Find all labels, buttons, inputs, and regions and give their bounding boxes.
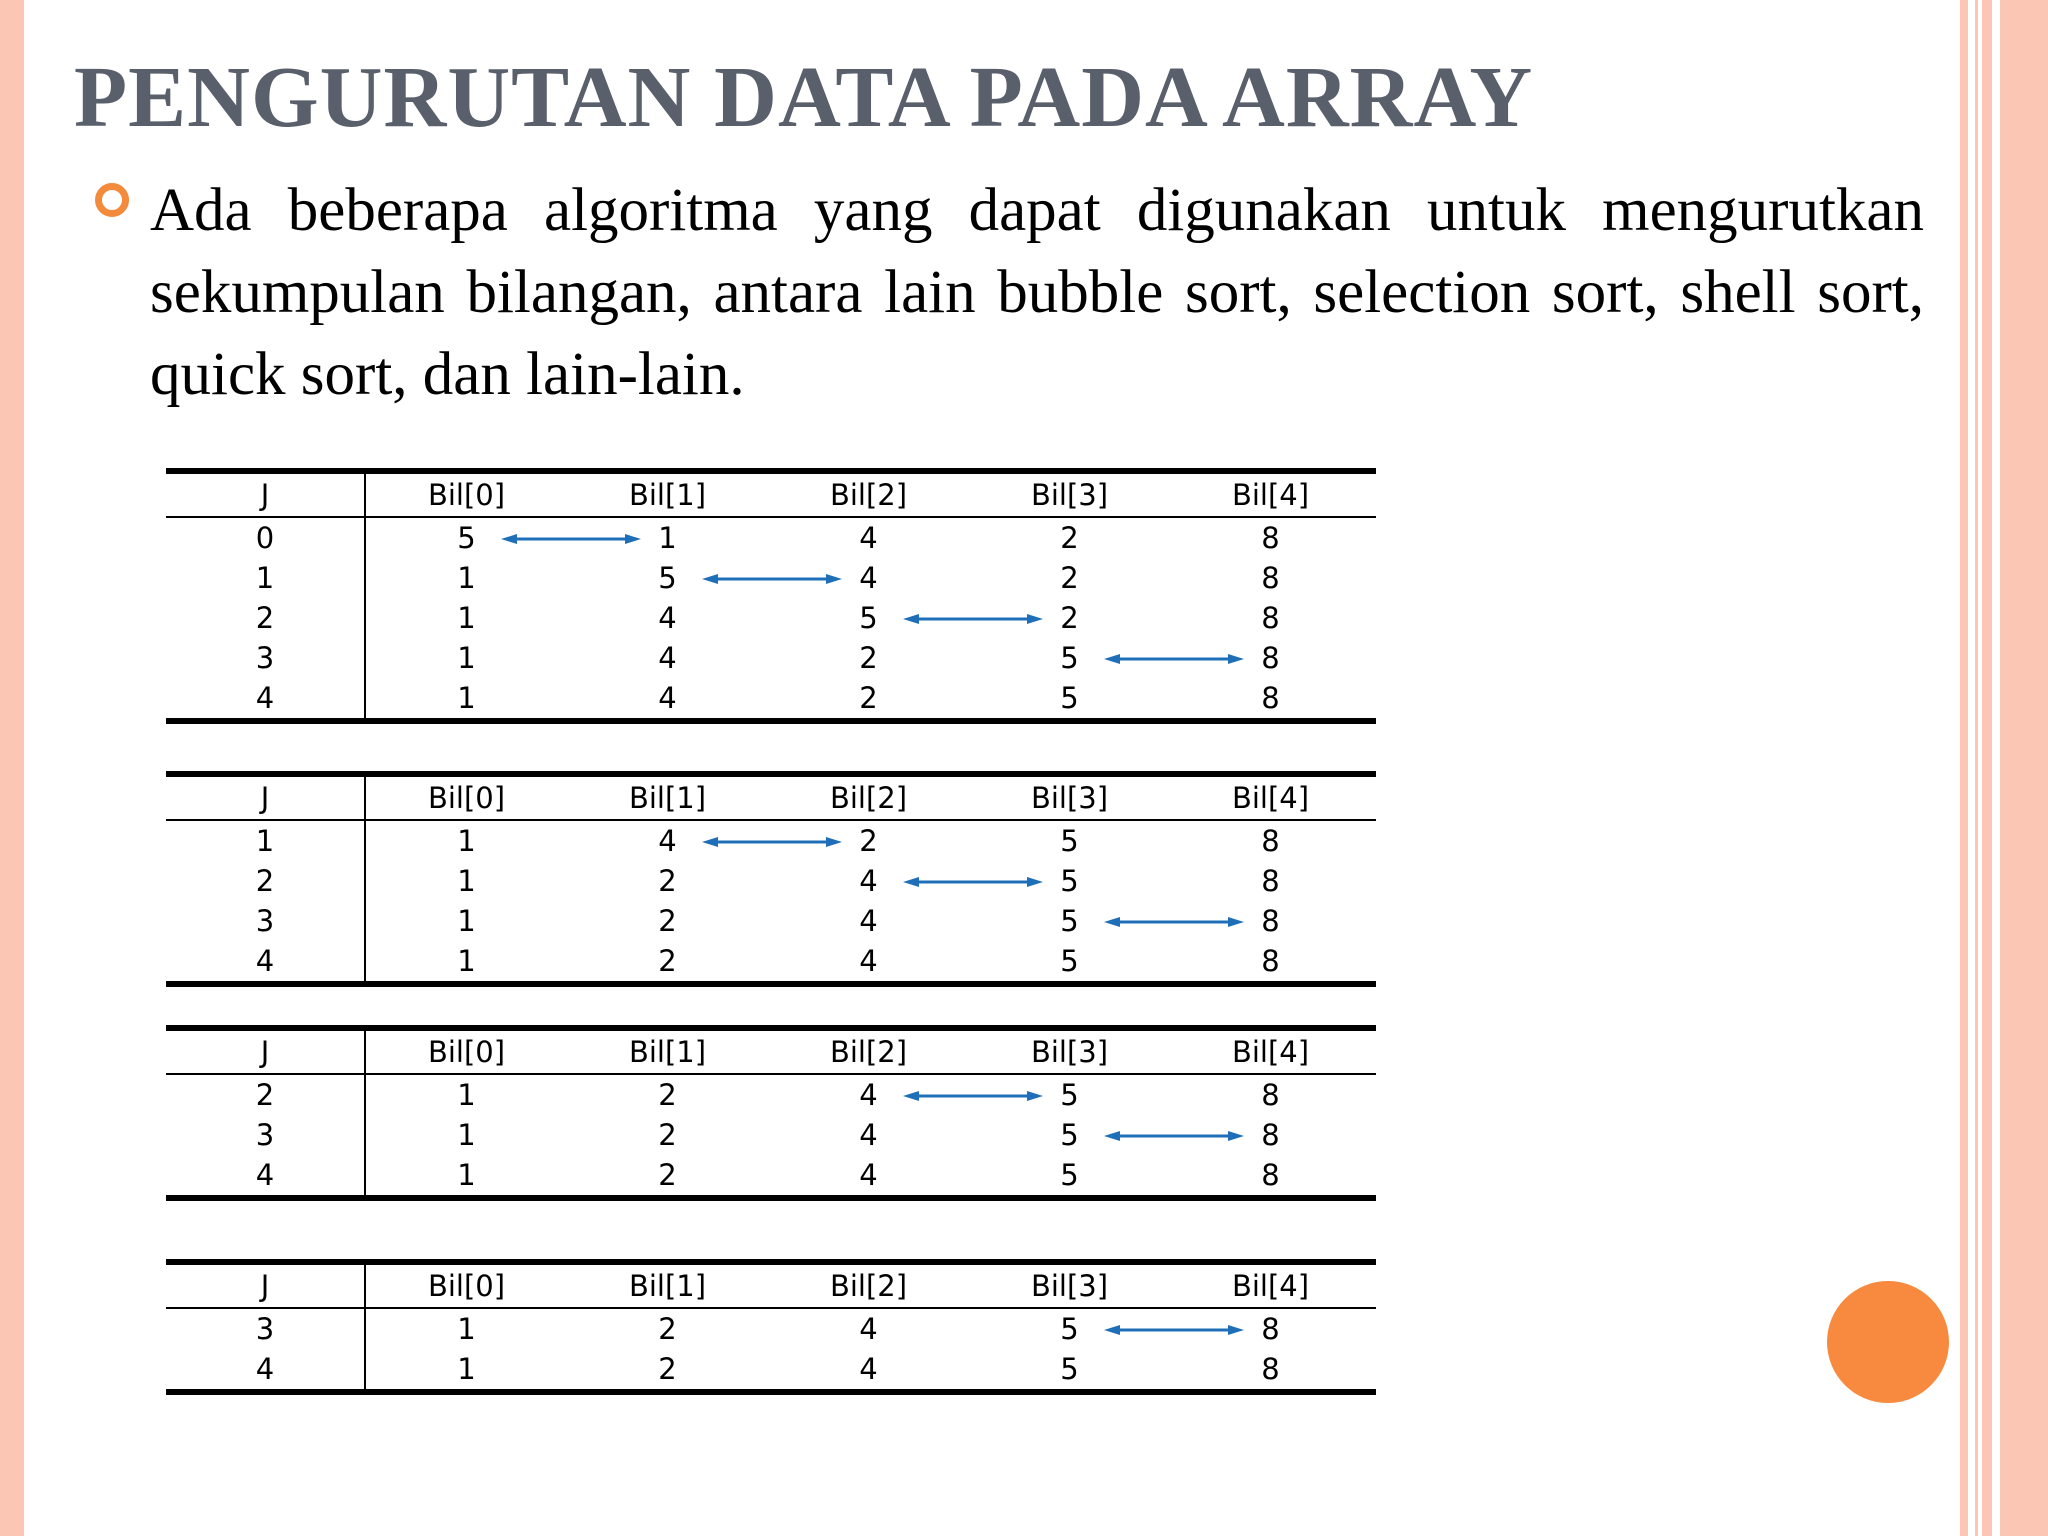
table-row (166, 941, 1376, 981)
right-frame-line (1975, 0, 1978, 1536)
value-text: 4 (859, 1158, 878, 1192)
value-cell (768, 558, 969, 598)
header-bil: Bil[2] (829, 781, 908, 815)
value-text: 5 (1060, 1312, 1079, 1346)
value-cell (768, 678, 969, 718)
header-bil: Bil[4] (1231, 1269, 1310, 1303)
value-cell (969, 1115, 1170, 1155)
value-text: 8 (1261, 1118, 1280, 1152)
sort-stage-table (166, 468, 1376, 724)
header-bil: Bil[4] (1231, 781, 1310, 815)
j-cell: 1 (166, 558, 366, 598)
header-bil: Bil[4] (1231, 1035, 1310, 1069)
value-cell (768, 901, 969, 941)
value-text: 2 (658, 1078, 677, 1112)
j-cell: 3 (166, 1115, 366, 1155)
value-text: 8 (1261, 904, 1280, 938)
value-cell (366, 861, 567, 901)
value-cell (768, 821, 969, 861)
value-cell (366, 1075, 567, 1115)
right-frame-band (1982, 0, 1992, 1536)
header-bil: Bil[1] (628, 1035, 707, 1069)
value-text: 5 (658, 561, 677, 595)
value-text: 1 (457, 1118, 476, 1152)
value-text: 1 (457, 1078, 476, 1112)
value-text: 1 (457, 864, 476, 898)
value-text: 1 (457, 944, 476, 978)
value-text: 1 (457, 561, 476, 595)
table-row (166, 598, 1376, 638)
header-j: J (166, 777, 366, 819)
value-cell (768, 1349, 969, 1389)
value-cell (969, 941, 1170, 981)
value-text: 2 (658, 1312, 677, 1346)
header-bil: Bil[4] (1231, 478, 1310, 512)
value-cell (768, 861, 969, 901)
table-row (166, 1309, 1376, 1349)
value-text: 5 (1060, 1352, 1079, 1386)
value-text: 8 (1261, 641, 1280, 675)
header-bil: Bil[3] (1030, 478, 1109, 512)
value-cell (366, 821, 567, 861)
value-cell (567, 558, 768, 598)
value-cell (1170, 941, 1371, 981)
value-cell (567, 901, 768, 941)
value-text: 2 (1060, 521, 1079, 555)
value-cell (969, 1155, 1170, 1195)
table-row (166, 901, 1376, 941)
value-text: 4 (859, 1312, 878, 1346)
value-text: 2 (658, 1118, 677, 1152)
value-text: 8 (1261, 824, 1280, 858)
value-text: 5 (1060, 904, 1079, 938)
table-row (166, 1115, 1376, 1155)
value-text: 1 (658, 521, 677, 555)
j-cell: 2 (166, 1075, 366, 1115)
j-cell: 0 (166, 518, 366, 558)
value-text: 4 (859, 904, 878, 938)
value-cell (1170, 1075, 1371, 1115)
right-frame-band (1960, 0, 1968, 1536)
header-bil: Bil[1] (628, 478, 707, 512)
value-cell (969, 638, 1170, 678)
value-cell (567, 821, 768, 861)
value-text: 2 (658, 944, 677, 978)
value-text: 5 (1060, 681, 1079, 715)
table-header-row (166, 1265, 1376, 1309)
value-text: 1 (457, 641, 476, 675)
value-cell (768, 638, 969, 678)
value-text: 4 (658, 824, 677, 858)
value-cell (969, 1075, 1170, 1115)
j-cell: 2 (166, 861, 366, 901)
header-bil: Bil[2] (829, 1269, 908, 1303)
value-text: 2 (658, 1352, 677, 1386)
value-cell (1170, 1349, 1371, 1389)
value-text: 5 (1060, 1118, 1079, 1152)
value-text: 8 (1261, 1352, 1280, 1386)
header-j: J (166, 1265, 366, 1307)
value-cell (366, 901, 567, 941)
header-bil: Bil[1] (628, 1269, 707, 1303)
table-row (166, 1155, 1376, 1195)
header-bil: Bil[1] (628, 781, 707, 815)
value-cell (969, 558, 1170, 598)
value-text: 1 (457, 601, 476, 635)
value-text: 8 (1261, 561, 1280, 595)
value-cell (567, 1115, 768, 1155)
header-bil: Bil[2] (829, 478, 908, 512)
table-row (166, 518, 1376, 558)
value-cell (567, 638, 768, 678)
value-cell (567, 861, 768, 901)
value-text: 4 (859, 1352, 878, 1386)
value-cell (969, 821, 1170, 861)
value-text: 8 (1261, 1078, 1280, 1112)
table-row (166, 821, 1376, 861)
value-cell (768, 941, 969, 981)
bullet-text: Ada beberapa algoritma yang dapat digunakan untuk mengurutkan sekumpulan bilangan, antara lain bubble sort, selection sort, shell sort, quick sort, dan lain-lain. (150, 177, 1924, 408)
table-row (166, 678, 1376, 718)
value-cell (1170, 1115, 1371, 1155)
value-cell (567, 1309, 768, 1349)
value-text: 5 (1060, 824, 1079, 858)
sort-stage-table (166, 1025, 1376, 1201)
value-text: 4 (859, 521, 878, 555)
value-text: 4 (859, 561, 878, 595)
value-cell (969, 1309, 1170, 1349)
value-text: 8 (1261, 1158, 1280, 1192)
value-text: 2 (1060, 561, 1079, 595)
value-text: 8 (1261, 681, 1280, 715)
value-text: 1 (457, 824, 476, 858)
bullet-circle-icon (95, 183, 129, 217)
table-row (166, 638, 1376, 678)
value-cell (567, 1075, 768, 1115)
value-text: 5 (457, 521, 476, 555)
value-text: 2 (859, 641, 878, 675)
value-cell (969, 678, 1170, 718)
value-text: 2 (859, 681, 878, 715)
value-cell (969, 1349, 1170, 1389)
value-cell (1170, 518, 1371, 558)
j-cell: 4 (166, 1155, 366, 1195)
value-cell (1170, 558, 1371, 598)
value-text: 1 (457, 1312, 476, 1346)
value-cell (567, 1349, 768, 1389)
header-bil: Bil[0] (427, 781, 506, 815)
header-bil: Bil[3] (1030, 781, 1109, 815)
value-text: 8 (1261, 1312, 1280, 1346)
value-cell (366, 1309, 567, 1349)
value-cell (567, 1155, 768, 1195)
value-text: 5 (1060, 641, 1079, 675)
value-cell (768, 1309, 969, 1349)
value-text: 4 (859, 944, 878, 978)
value-cell (567, 518, 768, 558)
header-bil: Bil[2] (829, 1035, 908, 1069)
value-cell (366, 1115, 567, 1155)
value-text: 4 (658, 681, 677, 715)
value-text: 8 (1261, 864, 1280, 898)
value-cell (969, 901, 1170, 941)
value-cell (1170, 638, 1371, 678)
table-row (166, 1349, 1376, 1389)
table-header-row (166, 777, 1376, 821)
value-cell (366, 941, 567, 981)
table-row (166, 558, 1376, 598)
value-text: 1 (457, 1158, 476, 1192)
value-text: 4 (658, 641, 677, 675)
value-text: 2 (859, 824, 878, 858)
value-text: 8 (1261, 601, 1280, 635)
value-text: 2 (1060, 601, 1079, 635)
value-cell (1170, 821, 1371, 861)
j-cell: 3 (166, 1309, 366, 1349)
value-cell (1170, 1155, 1371, 1195)
value-text: 5 (1060, 864, 1079, 898)
value-text: 5 (1060, 944, 1079, 978)
value-cell (1170, 598, 1371, 638)
value-text: 2 (658, 864, 677, 898)
value-cell (366, 1349, 567, 1389)
sort-stage-table (166, 771, 1376, 987)
j-cell: 1 (166, 821, 366, 861)
value-cell (1170, 678, 1371, 718)
value-cell (1170, 861, 1371, 901)
header-bil: Bil[3] (1030, 1035, 1109, 1069)
right-frame-band (2000, 0, 2048, 1536)
value-text: 4 (859, 864, 878, 898)
value-text: 4 (859, 1118, 878, 1152)
slide-title: PENGURUTAN DATA PADA ARRAY (74, 48, 1534, 145)
value-text: 5 (1060, 1158, 1079, 1192)
value-text: 4 (658, 601, 677, 635)
value-text: 1 (457, 904, 476, 938)
value-cell (366, 518, 567, 558)
value-cell (768, 1075, 969, 1115)
value-cell (768, 1115, 969, 1155)
value-cell (567, 941, 768, 981)
j-cell: 2 (166, 598, 366, 638)
j-cell: 3 (166, 638, 366, 678)
value-cell (366, 638, 567, 678)
value-text: 1 (457, 1352, 476, 1386)
value-text: 1 (457, 681, 476, 715)
value-text: 8 (1261, 521, 1280, 555)
value-cell (366, 678, 567, 718)
value-cell (969, 861, 1170, 901)
value-text: 4 (859, 1078, 878, 1112)
value-text: 8 (1261, 944, 1280, 978)
j-cell: 4 (166, 941, 366, 981)
table-header-row (166, 1031, 1376, 1075)
orange-circle-decoration (1826, 1280, 1950, 1404)
table-row (166, 861, 1376, 901)
value-text: 2 (658, 904, 677, 938)
sort-stage-table (166, 1259, 1376, 1395)
table-header-row (166, 474, 1376, 518)
value-text: 2 (658, 1158, 677, 1192)
value-cell (1170, 901, 1371, 941)
value-text: 5 (859, 601, 878, 635)
value-cell (366, 598, 567, 638)
value-cell (366, 558, 567, 598)
value-cell (366, 1155, 567, 1195)
left-frame-band (0, 0, 24, 1536)
j-cell: 3 (166, 901, 366, 941)
j-cell: 4 (166, 678, 366, 718)
value-cell (768, 1155, 969, 1195)
header-j: J (166, 474, 366, 516)
value-cell (567, 678, 768, 718)
header-bil: Bil[0] (427, 478, 506, 512)
value-cell (768, 518, 969, 558)
value-cell (768, 598, 969, 638)
header-bil: Bil[0] (427, 1269, 506, 1303)
value-text: 5 (1060, 1078, 1079, 1112)
header-j: J (166, 1031, 366, 1073)
table-row (166, 1075, 1376, 1115)
value-cell (567, 598, 768, 638)
value-cell (1170, 1309, 1371, 1349)
header-bil: Bil[0] (427, 1035, 506, 1069)
j-cell: 4 (166, 1349, 366, 1389)
header-bil: Bil[3] (1030, 1269, 1109, 1303)
value-cell (969, 518, 1170, 558)
value-cell (969, 598, 1170, 638)
